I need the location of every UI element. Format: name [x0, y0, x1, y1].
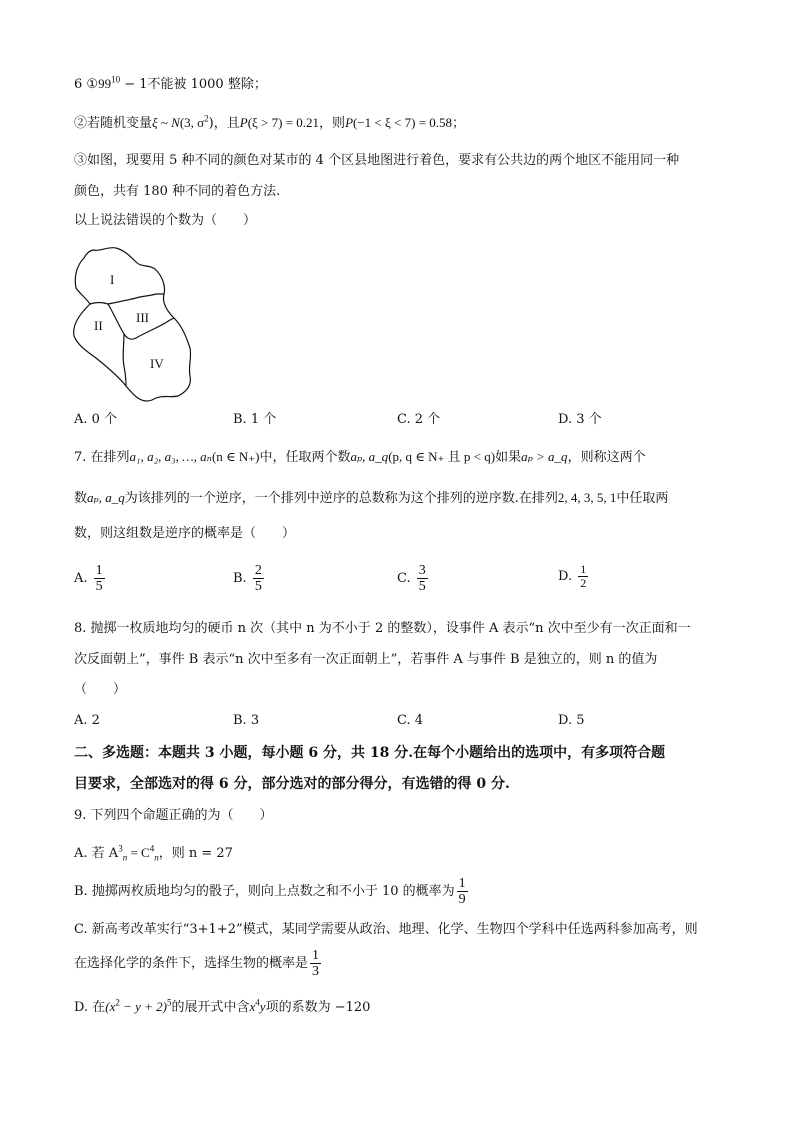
q7-option-c-fraction	[417, 563, 428, 594]
q9-b-fraction	[457, 876, 468, 907]
map-label-IV: IV	[150, 356, 164, 371]
q7-l2-c: 为该排列的一个逆序，一个排列中逆序的总数称为这个排列的逆序数.在排列	[124, 491, 558, 506]
map-label-III: III	[136, 310, 149, 325]
q7-line-2	[74, 490, 668, 507]
county-map-figure	[66, 236, 206, 408]
q6-option-b[interactable]: B. 1 个	[233, 412, 277, 427]
q7-l1-g: aₚ > a_q	[521, 449, 568, 464]
q9-a-text: A. 若 A	[74, 846, 119, 861]
q9-stem: 9. 下列四个命题正确的为（ ）	[74, 808, 273, 823]
denominator: 5	[95, 579, 103, 594]
q9-option-c-line-1[interactable]: C. 新高考改革实行“3+1+2”模式，某同学需要从政治、地理、化学、生物四个学科中任选两科参加高考，则	[74, 922, 698, 937]
q9-a-sup2: 4	[149, 843, 155, 854]
q6-statement-2	[74, 115, 465, 132]
section-2-heading-line-2: 目要求，全部选对的得 6 分，部分选对的部分得分，有选错的得 0 分.	[74, 776, 510, 792]
q7-l2-b: aₚ, a_q	[87, 490, 125, 505]
q6-s2-b: ~	[157, 115, 172, 130]
numerator: 1	[458, 876, 466, 891]
numerator: 1	[312, 948, 320, 963]
q7-l1-a: 7. 在排列	[74, 450, 130, 465]
q9-d-c: − y + 2)	[119, 999, 167, 1014]
q9-d-y: y	[259, 999, 266, 1014]
map-outline	[74, 248, 191, 401]
q9-a-sub1: n	[122, 852, 128, 863]
q9-option-b[interactable]	[74, 876, 470, 907]
q7-option-a[interactable]	[74, 563, 107, 594]
q9-a-sub2: n	[154, 852, 159, 863]
map-border-II-IV	[123, 334, 126, 386]
q8-line-1: 8. 抛掷一枚质地均匀的硬币 n 次（其中 n 为不小于 2 的整数），设事件 A 表示“n 次中至少有一次正面和一	[74, 621, 691, 636]
q7-option-d[interactable]	[558, 563, 590, 590]
denominator: 3	[312, 964, 320, 979]
q7-l1-c: 中，任取两个数	[259, 450, 351, 465]
q7-option-b-fraction	[253, 563, 264, 594]
q7-option-d-label: D.	[558, 569, 573, 584]
q9-option-a[interactable]	[74, 845, 233, 862]
q9-d-h: 项的系数为 −120	[265, 1000, 371, 1015]
q6-s2-N: N	[171, 115, 180, 130]
q6-statement-3-line-2: 颜色，共有 180 种不同的着色方法.	[74, 184, 281, 199]
denominator: 9	[458, 892, 466, 907]
q9-d-exp: 5	[167, 997, 172, 1008]
q6-s2-d: )，且	[208, 116, 240, 131]
numerator: 1	[95, 563, 103, 578]
q7-l1-seq: a₁, a₂, a₃, …, aₙ	[129, 449, 212, 464]
section-2-heading-line-1: 二、多选题：本题共 3 小题，每小题 6 分，共 18 分.在每个小题给出的选项中，有多项符合题	[74, 745, 666, 761]
q6-s2-P2: P	[345, 115, 354, 130]
q7-option-b[interactable]	[233, 563, 266, 594]
denominator: 5	[418, 579, 426, 594]
q7-line-3: 数，则这组数是逆序的概率是（ ）	[74, 526, 296, 541]
q7-option-c[interactable]	[397, 563, 430, 594]
q8-option-c[interactable]: C. 4	[397, 713, 424, 728]
q6-option-a[interactable]: A. 0 个	[74, 412, 118, 427]
q6-s2-P1: P	[239, 115, 248, 130]
q6-s2-a: ②若随机变量	[74, 116, 153, 131]
q6-s2-xi: ξ	[152, 115, 158, 130]
denominator: 2	[580, 576, 587, 590]
q7-option-b-label: B.	[233, 571, 247, 586]
numerator: 1	[580, 562, 587, 576]
q8-option-a[interactable]: A. 2	[74, 713, 100, 728]
numerator: 2	[254, 563, 262, 578]
q7-option-a-fraction	[94, 563, 105, 594]
q7-l2-e: 中任取两	[616, 491, 669, 506]
q9-option-c-line-2[interactable]	[74, 948, 323, 979]
q7-l2-d: 2, 4, 3, 5, 1	[557, 490, 617, 505]
q8-option-d[interactable]: D. 5	[558, 713, 585, 728]
q9-c-text: 在选择化学的条件下，选择生物的概率是	[74, 956, 309, 971]
q8-option-b[interactable]: B. 3	[233, 713, 260, 728]
denominator: 5	[254, 579, 262, 594]
q6-s2-e: (ξ > 7) = 0.21，则	[247, 115, 346, 130]
q7-option-a-label: A.	[74, 571, 88, 586]
q7-l1-f: 如果	[495, 450, 522, 465]
q7-option-d-fraction	[578, 563, 588, 590]
q8-line-3: （ ）	[74, 682, 127, 697]
q7-l1-d: aₚ, a_q	[350, 449, 389, 464]
q7-line-1	[74, 449, 646, 466]
q6-option-d[interactable]: D. 3 个	[558, 412, 602, 427]
q6-s2-sq: 2	[204, 113, 209, 124]
q7-l1-h: ，则称这两个	[567, 450, 646, 465]
map-label-I: I	[110, 272, 115, 287]
q6-s2-c: (3, σ	[179, 115, 205, 130]
q9-d-b: (x	[105, 999, 116, 1014]
q9-a-result: ，则 n = 27	[158, 846, 233, 861]
q6-s1-base: 99	[98, 76, 112, 91]
q6-s2-f: (−1 < ξ < 7) = 0.58；	[353, 115, 466, 130]
q9-option-d[interactable]	[74, 999, 370, 1016]
q6-option-c[interactable]: C. 2 个	[397, 412, 441, 427]
q9-d-d: 的展开式中含	[171, 1000, 250, 1015]
q9-c-fraction	[310, 948, 321, 979]
q9-d-prefix: D. 在	[74, 1000, 106, 1015]
q9-d-x: x	[249, 999, 256, 1014]
numerator: 3	[418, 563, 426, 578]
q7-l1-e: (p, q ∈ N₊ 且 p < q)	[388, 449, 496, 464]
q8-line-2: 次反面朝上”，事件 B 表示“n 次中至多有一次正面朝上”，若事件 A 与事件 B 是独立的，则 n 的值为	[74, 652, 658, 667]
q7-option-c-label: C.	[397, 571, 411, 586]
map-label-II: II	[94, 318, 103, 333]
q7-l2-a: 数	[74, 491, 88, 506]
q7-l1-b: (n ∈ N₊)	[211, 449, 260, 464]
q6-prompt: 以上说法错误的个数为（ ）	[74, 213, 257, 228]
q6-s1-prefix: 6 ①	[74, 77, 99, 92]
q9-a-sup1: 3	[118, 843, 123, 854]
map-border-I-II-III	[90, 294, 164, 304]
q6-statement-1	[74, 76, 267, 93]
q9-d-sq: 2	[115, 997, 120, 1008]
q6-s1-rest: − 1不能被 1000 整除；	[120, 77, 267, 92]
q6-s1-exp: 10	[111, 74, 121, 85]
q9-a-eq: = C	[127, 845, 150, 860]
q6-statement-3-line-1: ③如图，现要用 5 种不同的颜色对某市的 4 个区县地图进行着色，要求有公共边的两个地区不能用同一种	[74, 153, 680, 168]
q9-b-text: B. 抛掷两枚质地均匀的骰子，则向上点数之和不小于 10 的概率为	[74, 884, 455, 899]
q9-d-x-exp: 4	[255, 997, 260, 1008]
